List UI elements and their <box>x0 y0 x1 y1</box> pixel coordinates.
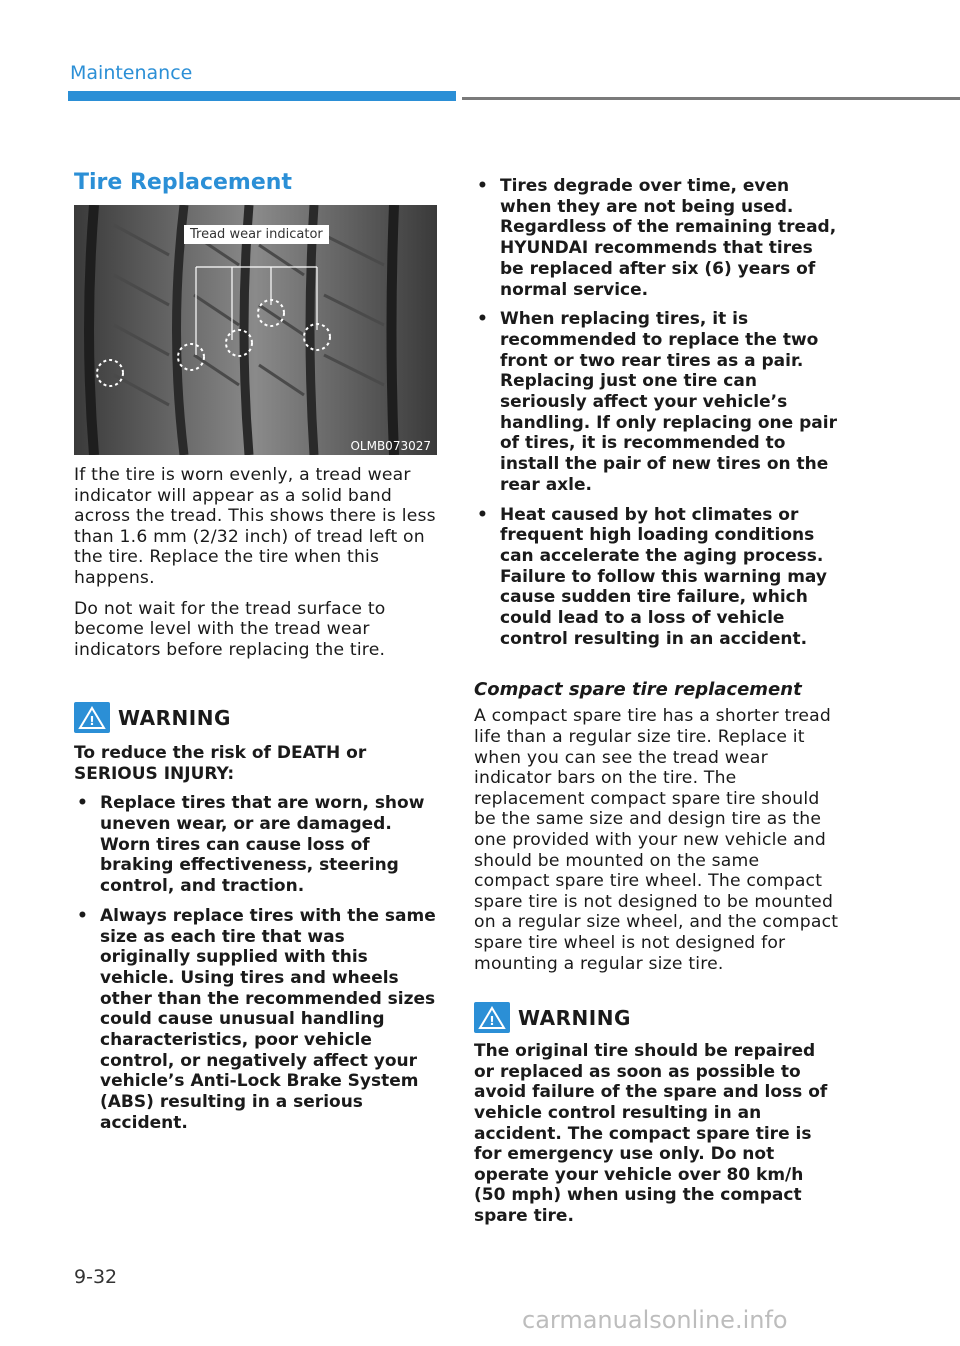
header-rule <box>462 97 960 100</box>
bullet-icon: • <box>477 309 488 330</box>
watermark: carmanualsonline.info <box>522 1306 788 1334</box>
warning-header <box>474 1002 840 1033</box>
list-item <box>474 309 840 495</box>
figure-callout-label: Tread wear indicator <box>184 225 329 244</box>
svg-text:!: ! <box>89 713 95 728</box>
list-item-text: When replacing tires, it is recommended to replace the two front or two rear tires as a pair. Replacing just one tire can seriously affect your vehicle’s handling. If only replacing one pair of tires, it is recommended to install the pair of new tires on the rear axle. <box>500 309 837 495</box>
warning-icon <box>474 1002 510 1033</box>
warning-title: WARNING <box>118 705 231 730</box>
warning-text: The original tire should be repaired or replaced as soon as possible to avoid failure of the spare and loss of vehicle control resulting in an accident. The compact spare tire is for emergency use only. Do not operate your vehicle over 80 km/h (50 mph) when using the compact spare tire. <box>474 1041 828 1226</box>
right-column <box>474 170 840 1235</box>
warning-list <box>74 793 438 1133</box>
paragraph: If the tire is worn evenly, a tread wear indicator will appear as a solid band across the tread. This shows there is less than 1.6 mm (2/32 inch) of tread left on the tire. Replace the tire when this happens. <box>74 465 436 588</box>
list-item-text: Always replace tires with the same size as each tire that was originally supplied with this vehicle. Using tires and wheels other than the recommended sizes could cause unusual handling characteristics, poor vehicle control, or negatively affect your vehicle’s Anti-Lock Brake System (ABS) resulting in a serious accident. <box>100 905 436 1133</box>
warning-title: WARNING <box>518 1005 631 1030</box>
list-item <box>474 176 840 300</box>
bullet-icon: • <box>77 793 88 814</box>
paragraph: Do not wait for the tread surface to become level with the tread wear indicators before replacing the tire. <box>74 598 386 660</box>
list-item-text: Tires degrade over time, even when they are not being used. Regardless of the remaining tread, HYUNDAI recommends that tires be replaced after six (6) years of normal service. <box>500 176 837 300</box>
list-item <box>474 505 840 650</box>
page-title: Tire Replacement <box>74 170 292 195</box>
figure-code: OLMB073027 <box>350 439 431 453</box>
bullet-icon: • <box>77 905 88 926</box>
warning-header <box>74 702 438 733</box>
list-item-text: Replace tires that are worn, show uneven wear, or are damaged. Worn tires can cause loss of braking effectiveness, steering control, and traction. <box>100 793 425 897</box>
list-item <box>74 793 438 897</box>
warning-intro: To reduce the risk of DEATH or SERIOUS INJURY: <box>74 743 367 784</box>
header-rule-accent <box>68 91 456 101</box>
svg-text:!: ! <box>489 1013 495 1028</box>
left-column <box>74 170 438 1143</box>
tire-aging-list <box>474 176 840 649</box>
list-item-text: Heat caused by hot climates or frequent high loading conditions can accelerate the aging process. Failure to follow this warning may cause sudden tire failure, which could lead to a loss of vehicle control resulting in an accident. <box>500 504 827 649</box>
tire-tread-figure <box>74 205 437 455</box>
warning-icon <box>74 702 110 733</box>
bullet-icon: • <box>477 176 488 196</box>
subsection-title: Compact spare tire replacement <box>474 679 802 701</box>
section-title: Maintenance <box>70 62 193 84</box>
page-number: 9-32 <box>74 1266 118 1288</box>
paragraph: A compact spare tire has a shorter tread life than a regular size tire. Replace it when you can see the tread wear indicator bars on the tire. The replacement compact spare tire should be the same size and design tire as the one provided with your new vehicle and should be mounted on the same compact spare tire wheel. The compact spare tire is not designed to be mounted on a regular size wheel, and the compact spare tire wheel is not designed for mounting a regular size tire. <box>474 706 839 974</box>
bullet-icon: • <box>477 504 488 525</box>
list-item <box>74 906 438 1134</box>
